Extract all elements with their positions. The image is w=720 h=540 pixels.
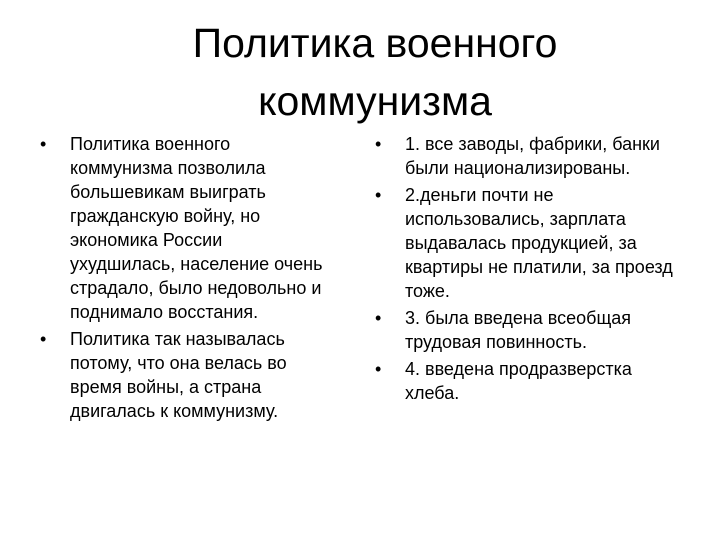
bullet-icon: • <box>375 359 382 379</box>
bullet-icon: • <box>40 329 47 349</box>
list-item <box>375 132 675 180</box>
list-item <box>375 306 675 354</box>
list-item-text: Политика военного коммунизма позволила большевикам выиграть гражданскую войну, но экономика России ухудшилась, население очень страдало, было недовольно и поднимало восстания. <box>70 134 323 322</box>
bullet-icon: • <box>375 308 382 328</box>
list-item-text: 3. была введена всеобщая трудовая повинность. <box>405 308 632 352</box>
list-item <box>40 132 330 324</box>
slide-title <box>80 14 670 130</box>
list-item-text: 1. все заводы, фабрики, банки были национализированы. <box>405 134 660 178</box>
bullet-icon: • <box>375 134 382 154</box>
bullet-icon: • <box>375 185 382 205</box>
list-item-text: Политика так называлась потому, что она велась во время войны, а страна двигалась к коммунизму. <box>70 329 287 421</box>
right-bullet-list <box>375 132 675 405</box>
slide-title-line-1: Политика военного <box>192 20 558 66</box>
slide-title-line-2: коммунизма <box>258 78 492 124</box>
bullet-icon: • <box>40 134 47 154</box>
list-item <box>375 183 675 303</box>
list-item-text: 2.деньги почти не использовались, зарплата выдавалась продукцией, за квартиры не платили, за проезд тоже. <box>405 185 673 301</box>
list-item <box>40 327 330 423</box>
list-item-text: 4. введена продразверстка хлеба. <box>405 359 632 403</box>
list-item <box>375 357 675 405</box>
left-bullet-list <box>40 132 330 423</box>
